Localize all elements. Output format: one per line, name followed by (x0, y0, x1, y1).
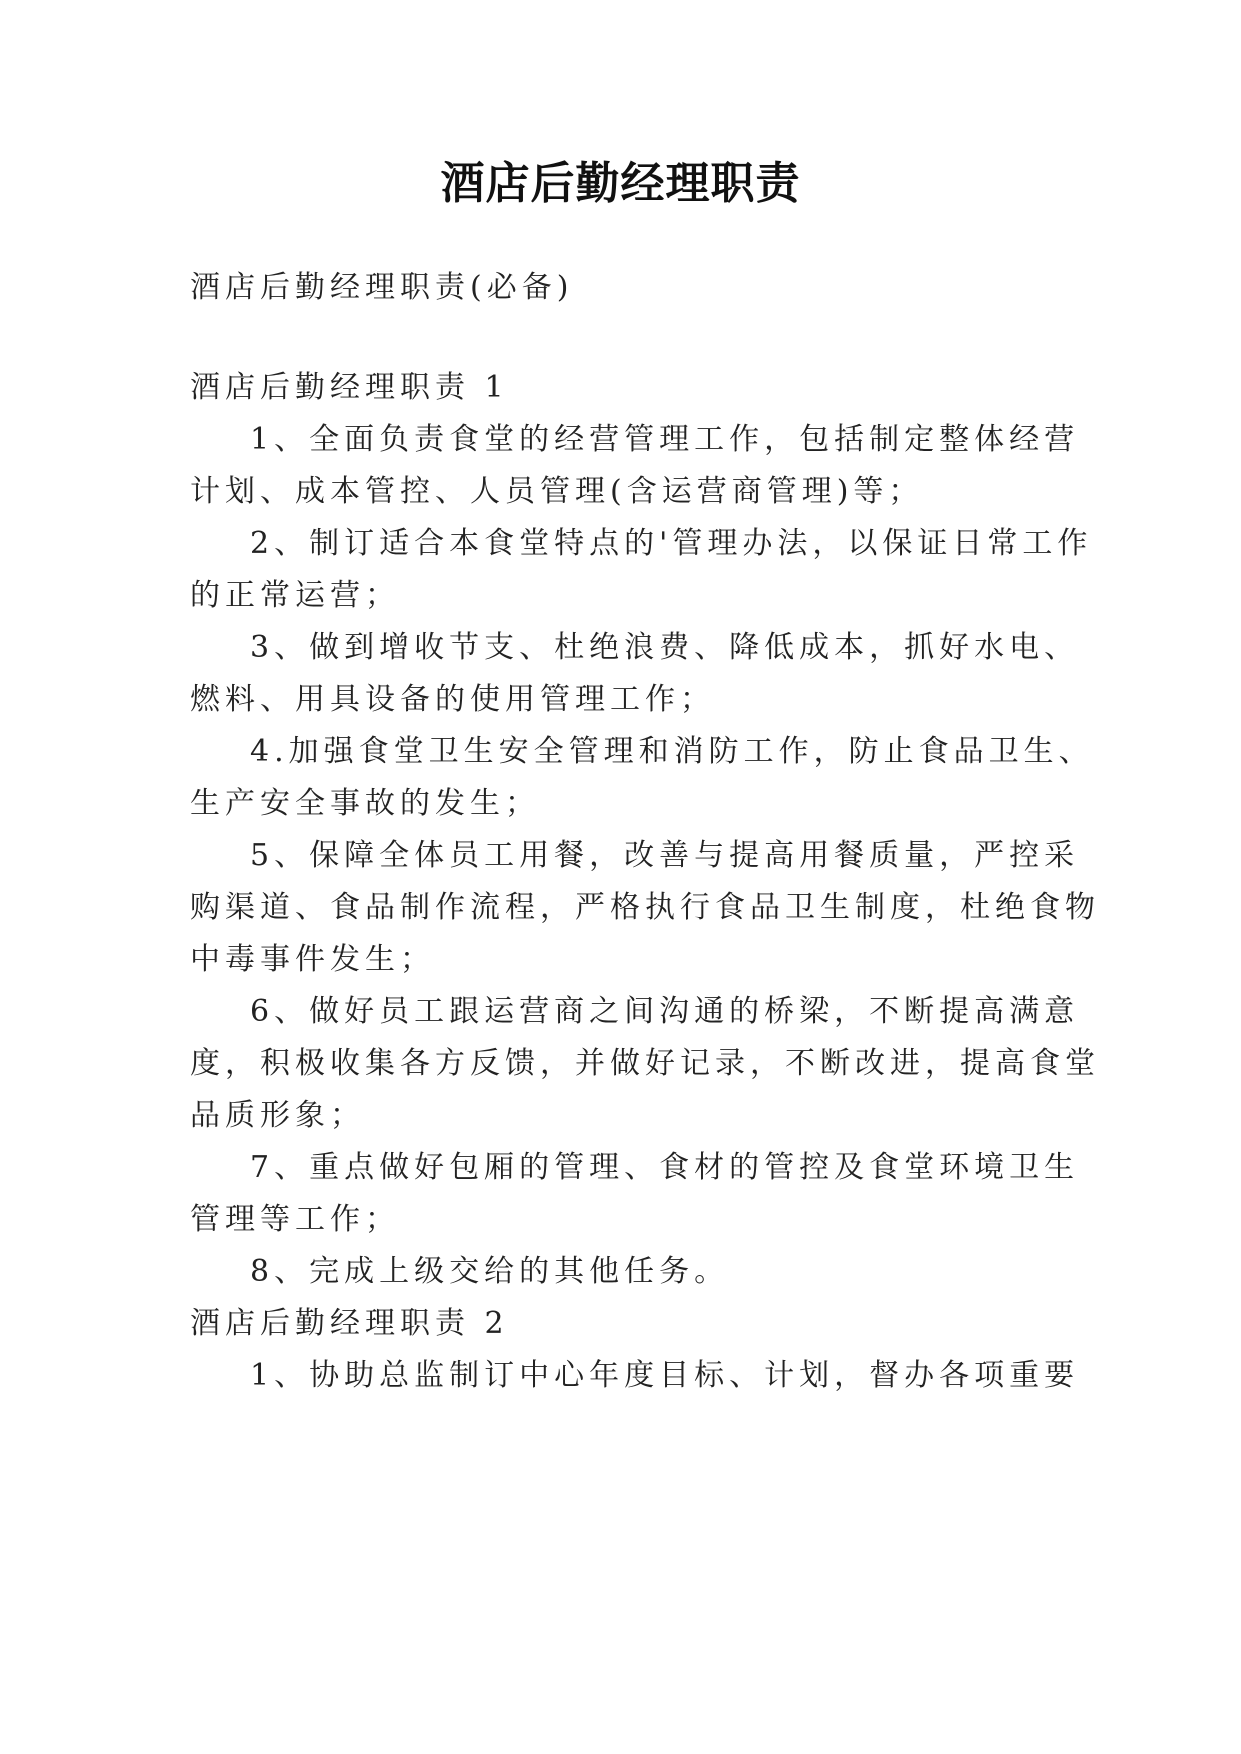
paragraph-line: 6、做好员工跟运营商之间沟通的桥梁，不断提高满意 (250, 994, 1080, 1029)
document-subtitle: 酒店后勤经理职责(必备) (190, 270, 574, 305)
paragraph-line: 3、做到增收节支、杜绝浪费、降低成本，抓好水电、 (250, 630, 1080, 665)
section-heading-2: 酒店后勤经理职责 2 (190, 1306, 509, 1341)
paragraph-line: 燃料、用具设备的使用管理工作； (190, 682, 715, 717)
paragraph-line: 购渠道、食品制作流程，严格执行食品卫生制度，杜绝食物 (190, 890, 1100, 925)
paragraph-line: 的正常运营； (190, 578, 400, 613)
paragraph-line: 4.加强食堂卫生安全管理和消防工作，防止食品卫生、 (250, 734, 1094, 769)
paragraph-line: 度，积极收集各方反馈，并做好记录，不断改进，提高食堂 (190, 1046, 1100, 1081)
paragraph-line: 2、制订适合本食堂特点的'管理办法，以保证日常工作 (250, 526, 1093, 561)
paragraph-line: 1、协助总监制订中心年度目标、计划，督办各项重要 (250, 1358, 1080, 1393)
paragraph-line: 7、重点做好包厢的管理、食材的管控及食堂环境卫生 (250, 1150, 1080, 1185)
paragraph-line: 管理等工作； (190, 1202, 400, 1237)
paragraph-line: 计划、成本管控、人员管理(含运营商管理)等； (190, 474, 924, 509)
paragraph-line: 8、完成上级交给的其他任务。 (250, 1254, 730, 1289)
paragraph-line: 品质形象； (190, 1098, 365, 1133)
paragraph-line: 1、全面负责食堂的经营管理工作，包括制定整体经营 (250, 422, 1080, 457)
paragraph-line: 5、保障全体员工用餐，改善与提高用餐质量，严控采 (250, 838, 1080, 873)
section-heading-1: 酒店后勤经理职责 1 (190, 370, 509, 405)
paragraph-line: 中毒事件发生； (190, 942, 435, 977)
document-title: 酒店后勤经理职责 (440, 158, 801, 209)
paragraph-line: 生产安全事故的发生； (190, 786, 540, 821)
